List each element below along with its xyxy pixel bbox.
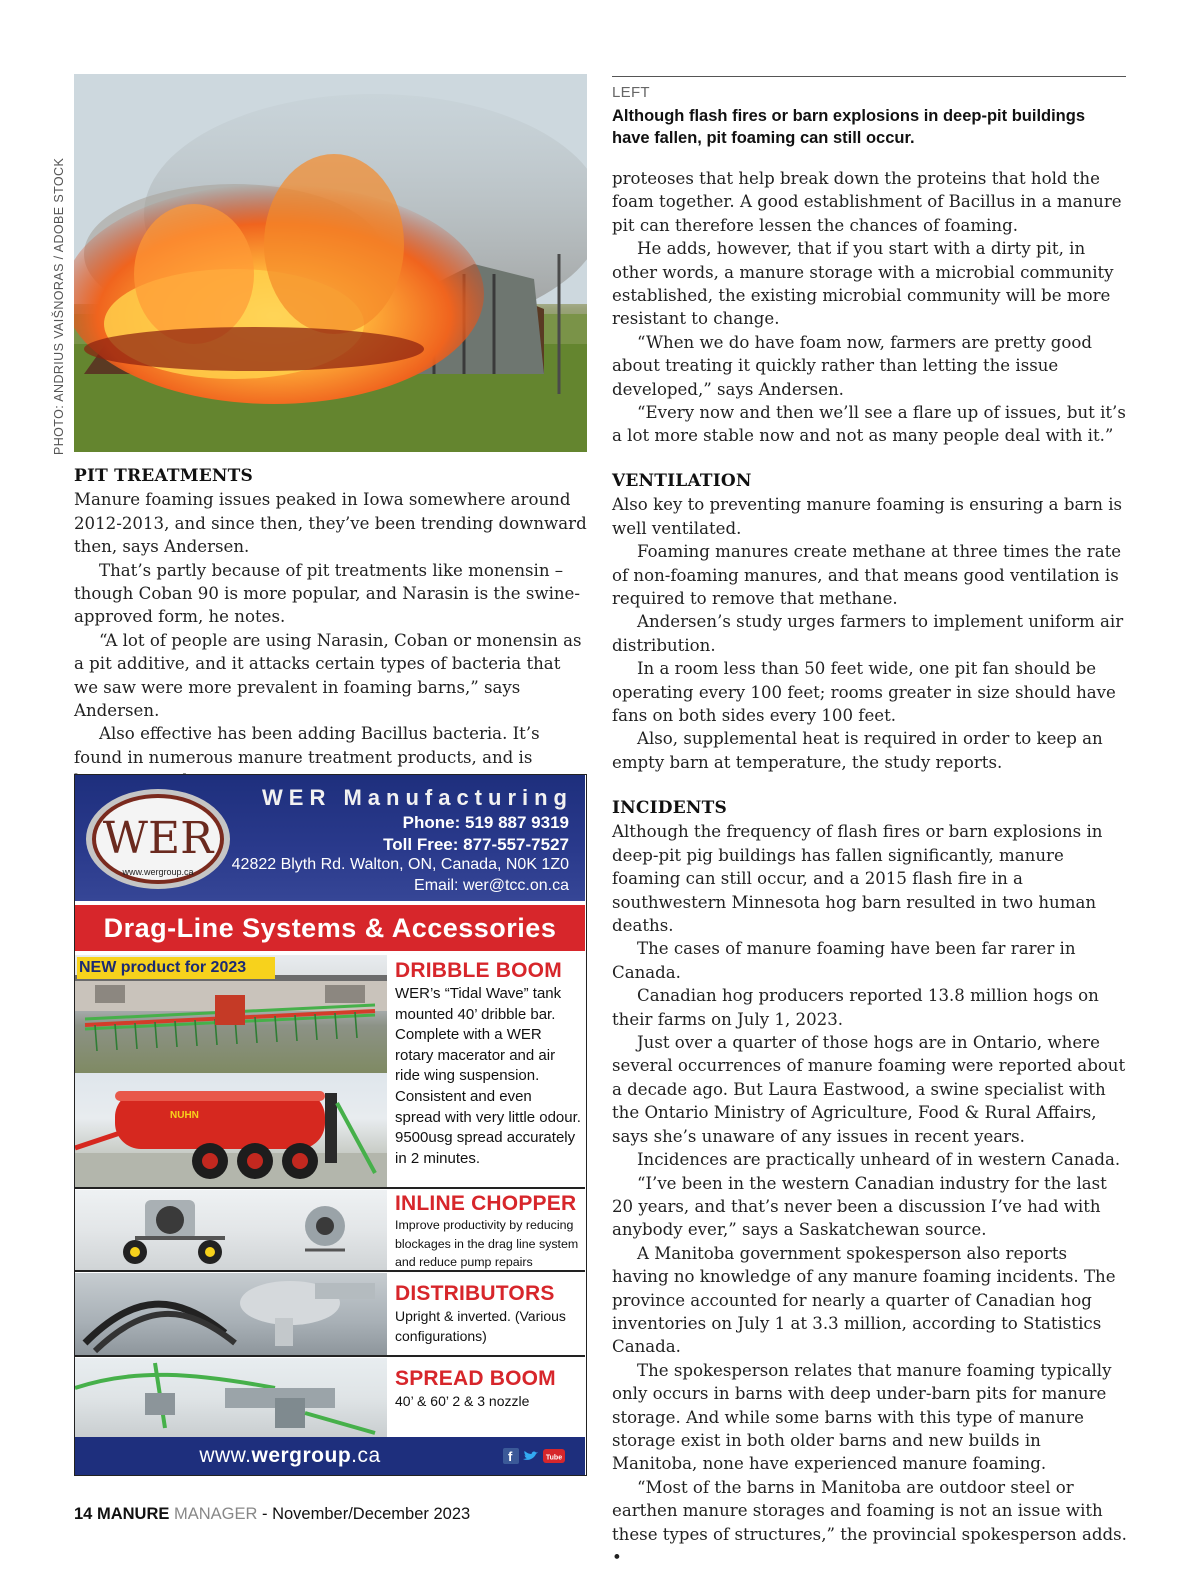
caption-rule	[612, 76, 1126, 77]
photo-credit	[52, 145, 68, 455]
paragraph: proteoses that help break down the proteins that hold the foam together. A good establishment of Bacillus in a manure pit can therefore lessen the chances of foaming.	[612, 169, 1122, 235]
spread-boom-photo	[75, 1358, 387, 1437]
youtube-icon[interactable]	[543, 1449, 565, 1463]
logo-url: www.wergroup.ca	[122, 867, 194, 877]
caption-label: LEFT	[612, 84, 650, 101]
logo-wordmark: WER	[102, 813, 214, 864]
ad-toll-free: Toll Free: 877-557-7527	[383, 835, 569, 854]
ad-address: 42822 Blyth Rd. Walton, ON, Canada, N0K 1Z0	[231, 856, 569, 873]
paragraph: “I’ve been in the western Canadian industry for the last 20 years, and that’s never been a discussion I’ve had with anybody ever,” says a Saskatchewan source.	[612, 1173, 1107, 1240]
spread-boom-title: SPREAD BOOM	[395, 1367, 556, 1390]
paragraph: Incidences are practically unheard of in western Canada.	[637, 1150, 1121, 1170]
dribble-boom-desc: WER’s “Tidal Wave” tank mounted 40’ dribble bar. Complete with a WER rotary macerator and air ride wing suspension. Consistent and even spread with very little odour. 9500usg spread accurately in 2 minutes.	[395, 985, 581, 1167]
heading-incidents: INCIDENTS	[612, 798, 727, 818]
twitter-icon[interactable]	[523, 1451, 538, 1460]
magazine-name-bold: MANURE	[96, 1505, 170, 1523]
distributors-desc: Upright & inverted. (Various configurations)	[395, 1308, 566, 1344]
paragraph: In a room less than 50 feet wide, one pit fan should be operating every 100 feet; rooms greater in size should have fans on both sides every 100 feet.	[612, 659, 1116, 726]
facebook-icon[interactable]	[503, 1448, 519, 1464]
ad-phone: Phone: 519 887 9319	[402, 813, 569, 832]
new-product-badge: NEW product for 2023	[77, 957, 275, 979]
paragraph: That’s partly because of pit treatments like monensin – though Coban 90 is more popular, and Narasin is the swine-approved form, he notes.	[74, 560, 580, 627]
ad-company-name: WER Manufacturing	[262, 785, 573, 810]
ad-banner: Drag-Line Systems & Accessories	[75, 905, 585, 951]
page-number: 14	[74, 1505, 93, 1523]
paragraph: Although the frequency of flash fires or barn explosions in deep-pit pig buildings has fallen significantly, manure foaming can still occur, and a 2015 flash fire in a southwestern Minnesota hog barn resulted in two human deaths.	[612, 822, 1103, 936]
spread-boom-desc: 40’ & 60’ 2 & 3 nozzle	[395, 1393, 530, 1409]
paragraph: Andersen’s study urges farmers to implement uniform air distribution.	[612, 612, 1124, 655]
distributors-photo	[75, 1273, 387, 1355]
ad-footer	[75, 1437, 585, 1475]
paragraph: “Every now and then we’ll see a flare up of issues, but it’s a lot more stable now and not as many people deal with it.”	[612, 403, 1126, 446]
wer-advertisement[interactable]	[74, 774, 587, 1476]
ad-website-link[interactable]	[75, 1437, 505, 1475]
tank-photo	[75, 1073, 387, 1187]
paragraph: “A lot of people are using Narasin, Coban or monensin as a pit additive, and it attacks certain types of bacteria that we saw were more prevalent in foaming barns,” says Andersen.	[74, 630, 582, 721]
paragraph: The cases of manure foaming have been far rarer in Canada.	[612, 939, 1076, 982]
ad-email[interactable]: Email: wer@tcc.on.ca	[414, 877, 569, 894]
website-prefix: www.	[199, 1444, 252, 1467]
youtube-label: Tube	[545, 1454, 563, 1462]
paragraph: Also, supplemental heat is required in order to keep an empty barn at temperature, the study reports.	[612, 729, 1103, 772]
photo-credit-text: PHOTO: ANDRIUS VAIŠNORAS / ADOBE STOCK	[52, 157, 66, 455]
inline-chopper-title: INLINE CHOPPER	[395, 1192, 577, 1215]
ad-social-icons	[503, 1448, 567, 1469]
paragraph: Manure foaming issues peaked in Iowa somewhere around 2012-2013, and since then, they’ve been trending downward then, says Andersen.	[74, 490, 587, 557]
barn-fire-illustration	[74, 74, 587, 452]
incidents-section	[612, 797, 1128, 1569]
caption-text: Although flash fires or barn explosions in deep-pit buildings have fallen, pit foaming can still occur.	[612, 107, 1086, 147]
magazine-name-light: MANAGER	[173, 1505, 258, 1523]
page-footer	[74, 1505, 470, 1524]
paragraph: A Manitoba government spokesperson also reports having no knowledge of any manure foaming incidents. The province accounted for nearly a quarter of Canadian hog inventories on July 1 at 3.3 million, according to Statistics Canada.	[612, 1243, 1116, 1357]
ad-divider	[75, 1355, 585, 1357]
paragraph: Also key to preventing manure foaming is ensuring a barn is well ventilated.	[612, 495, 1123, 538]
dribble-boom-title: DRIBBLE BOOM	[395, 959, 562, 982]
paragraph: “When we do have foam now, farmers are pretty good about treating it quickly rather than letting the issue developed,” says Andersen.	[612, 332, 1092, 399]
issue-date: - November/December 2023	[262, 1505, 471, 1523]
heading-pit-treatments: PIT TREATMENTS	[74, 466, 253, 486]
website-main: wergroup	[251, 1444, 352, 1467]
paragraph: Also effective has been adding Bacillus bacteria. It’s found in numerous manure treatment products, and is	[74, 724, 540, 767]
ad-header	[75, 775, 585, 901]
website-suffix: .ca	[351, 1444, 381, 1467]
paragraph: He adds, however, that if you start with a dirty pit, in other words, a manure storage with a microbial community established, the existing microbial community will be more resistant to change.	[612, 239, 1114, 329]
heading-ventilation: VENTILATION	[612, 471, 752, 491]
inline-chopper-desc: Improve productivity by reducing blockages in the drag line system and reduce pump repairs	[395, 1218, 579, 1269]
paragraph: Foaming manures create methane at three times the rate of non-foaming manures, and that means good ventilation is required to remove that methane.	[612, 542, 1122, 609]
tank-brand-label: NUHN	[170, 1110, 199, 1121]
distributors-title: DISTRIBUTORS	[395, 1282, 555, 1305]
left-column	[74, 465, 589, 793]
right-column-continued	[612, 167, 1128, 448]
svg-text:f: f	[508, 1449, 513, 1464]
paragraph: The spokesperson relates that manure foaming typically only occurs in barns with deep under-barn pits for manure storage. And while some barns with this type of manure storage exist in both older barns and new builds in Manitoba, none have experienced manure foaming.	[612, 1360, 1112, 1474]
inline-chopper-photo	[75, 1190, 387, 1270]
barn-fire-photo	[74, 74, 587, 452]
paragraph: Just over a quarter of those hogs are in Ontario, where several occurrences of manure foaming were reported about a decade ago. But Laura Eastwood, a swine specialist with the Ontario Ministry of Agriculture, Food & Rural Affairs, says she’s unaware of any issues in recent years.	[612, 1033, 1126, 1146]
ventilation-section	[612, 470, 1128, 774]
wer-logo-icon	[83, 785, 233, 893]
paragraph: “Most of the barns in Manitoba are outdoor steel or earthen manure storages and foaming is not an issue with these types of structures,” the provincial spokesperson adds. •	[612, 1477, 1127, 1567]
paragraph: Canadian hog producers reported 13.8 million hogs on their farms on July 1, 2023.	[612, 986, 1099, 1029]
ad-divider	[75, 1187, 585, 1189]
